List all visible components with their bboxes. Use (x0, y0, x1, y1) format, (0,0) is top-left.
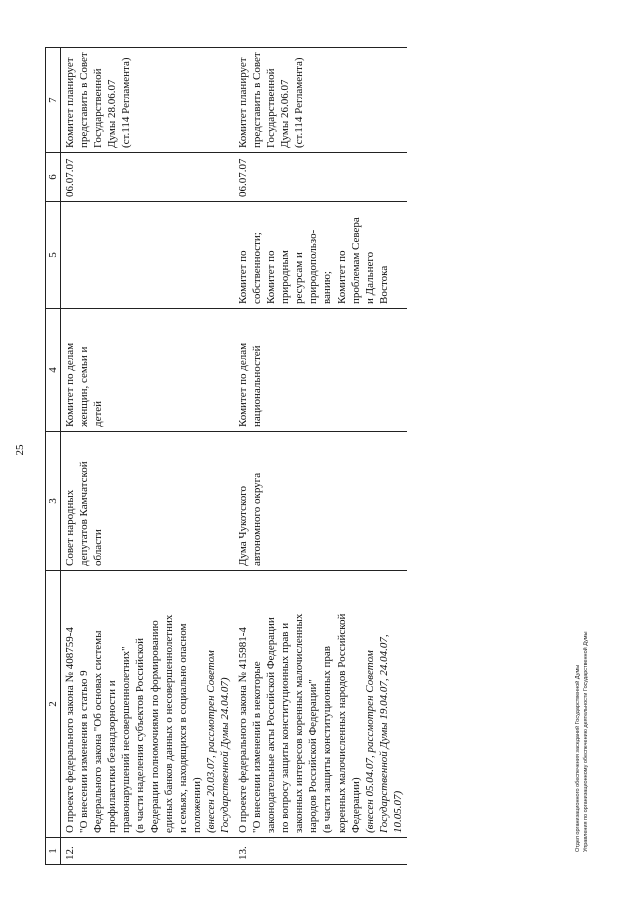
description-line: Федерации) (349, 777, 362, 833)
description-line: законодательные акты Российской Федерации (265, 617, 278, 833)
co-committee-line: ванию; (321, 271, 334, 304)
plan-line: Комитет планирует (64, 57, 77, 148)
description-line: О проекте федерального закона № 408759-4 (64, 627, 77, 833)
description-line: коренных малочисленных народов Российской (335, 613, 348, 833)
initiator-line: автономного округа (251, 472, 264, 566)
plan-line: Думы 28.06.07 (106, 79, 119, 148)
plan-line: представить в Совет (251, 52, 264, 148)
footer-line-2: Управления по организационному обеспечению деятельности Государственной Думы (582, 631, 589, 852)
plan-line: Комитет планирует (237, 57, 250, 148)
plan-line: представить в Совет (78, 52, 91, 148)
description-line: О проекте федерального закона № 415981-4 (237, 627, 250, 833)
co-committee-line: Комитет по (335, 250, 348, 304)
committee-line: Комитет по делам (237, 342, 250, 427)
date-cell: 06.07.07 (234, 153, 407, 202)
table-row (234, 48, 407, 865)
description-line: по вопросу защиты конституционных прав и (279, 622, 292, 833)
co-committee-cell (61, 202, 234, 309)
plan-line: Государственной (92, 68, 105, 148)
date-cell: 06.07.07 (61, 153, 234, 202)
description-line: (в части наделения субъектов Российской (134, 637, 147, 833)
plan-cell (234, 48, 407, 153)
footer (575, 632, 591, 853)
initiator-line: депутатов Камчатской (78, 461, 91, 566)
bill-description (61, 571, 234, 838)
description-line: (в части защиты конституционных прав (321, 646, 334, 833)
table-header-row (46, 48, 61, 865)
initiator-line: Совет народных (64, 489, 77, 566)
initiator-line: области (92, 529, 105, 566)
page-number: 25 (14, 444, 26, 456)
co-committee-line: природопользо- (307, 229, 320, 304)
plan-line: Государственной (265, 68, 278, 148)
co-committee-line: ресурсам и (293, 252, 306, 304)
header-col-7: 7 (46, 48, 61, 153)
footer-line-1: Отдел организационного обеспечения заседаний Государственной Думы (575, 664, 581, 852)
initiator-line: Дума Чукотского (237, 485, 250, 566)
table-row (61, 48, 234, 865)
description-line: Федерации полномочиями по формированию (148, 620, 161, 833)
initiator-cell (234, 432, 407, 571)
submission-note-line: (внесен 20.03.07, рассмотрен Советом (204, 650, 217, 833)
committee-cell (61, 309, 234, 432)
plan-line: (ст.114 Регламента) (120, 57, 133, 148)
description-line: положении) (190, 777, 203, 833)
submission-note-line: (внесен 05.04.07, рассмотрен Советом (363, 650, 376, 833)
submission-note-line: Государственной Думы 19.04.07, 24.04.07, (377, 634, 390, 833)
description-line: правонарушений несовершеннолетних" (120, 646, 133, 833)
submission-note-line: Государственной Думы 24.04.07) (218, 677, 231, 833)
committee-cell (234, 309, 407, 432)
description-line: Федерального закона "Об основах системы (92, 630, 105, 833)
row-number: 12. (61, 838, 234, 865)
initiator-cell (61, 432, 234, 571)
co-committee-line: проблемам Севера (349, 217, 362, 304)
header-col-1: 1 (46, 838, 61, 865)
table-body (61, 48, 407, 865)
header-col-6: 6 (46, 153, 61, 202)
plan-cell (61, 48, 234, 153)
submission-note-line: 10.05.07) (391, 790, 404, 833)
description-line: профилактики безнадзорности и (106, 680, 119, 833)
description-line: и семьях, находящихся в социально опасном (176, 623, 189, 833)
committee-line: женщин, семьи и (78, 346, 91, 427)
description-line: "О внесении изменений в некоторые (251, 661, 264, 833)
plan-line: (ст.114 Регламента) (293, 57, 306, 148)
committee-line: детей (92, 400, 105, 427)
header-col-4: 4 (46, 309, 61, 432)
description-line: народов Российской Федерации" (307, 679, 320, 833)
co-committee-cell (234, 202, 407, 309)
plan-line: Думы 26.06.07 (279, 79, 292, 148)
description-line: единых банков данных о несовершеннолетних (162, 614, 175, 833)
co-committee-line: Комитет по (237, 250, 250, 304)
committee-line: Комитет по делам (64, 342, 77, 427)
description-line: законных интересов коренных малочисленных (293, 613, 306, 833)
description-line: "О внесении изменения в статью 9 (78, 670, 91, 833)
header-col-2: 2 (46, 571, 61, 838)
co-committee-line: Востока (377, 265, 390, 304)
header-col-5: 5 (46, 202, 61, 309)
co-committee-line: природным (279, 250, 292, 304)
committee-line: национальностей (251, 345, 264, 427)
header-col-3: 3 (46, 432, 61, 571)
co-committee-line: Комитет по (265, 250, 278, 304)
bills-table (45, 47, 407, 865)
co-committee-line: собственности; (251, 232, 264, 304)
bill-description (234, 571, 407, 838)
row-number: 13. (234, 838, 407, 865)
co-committee-line: и Дальнего (363, 251, 376, 304)
